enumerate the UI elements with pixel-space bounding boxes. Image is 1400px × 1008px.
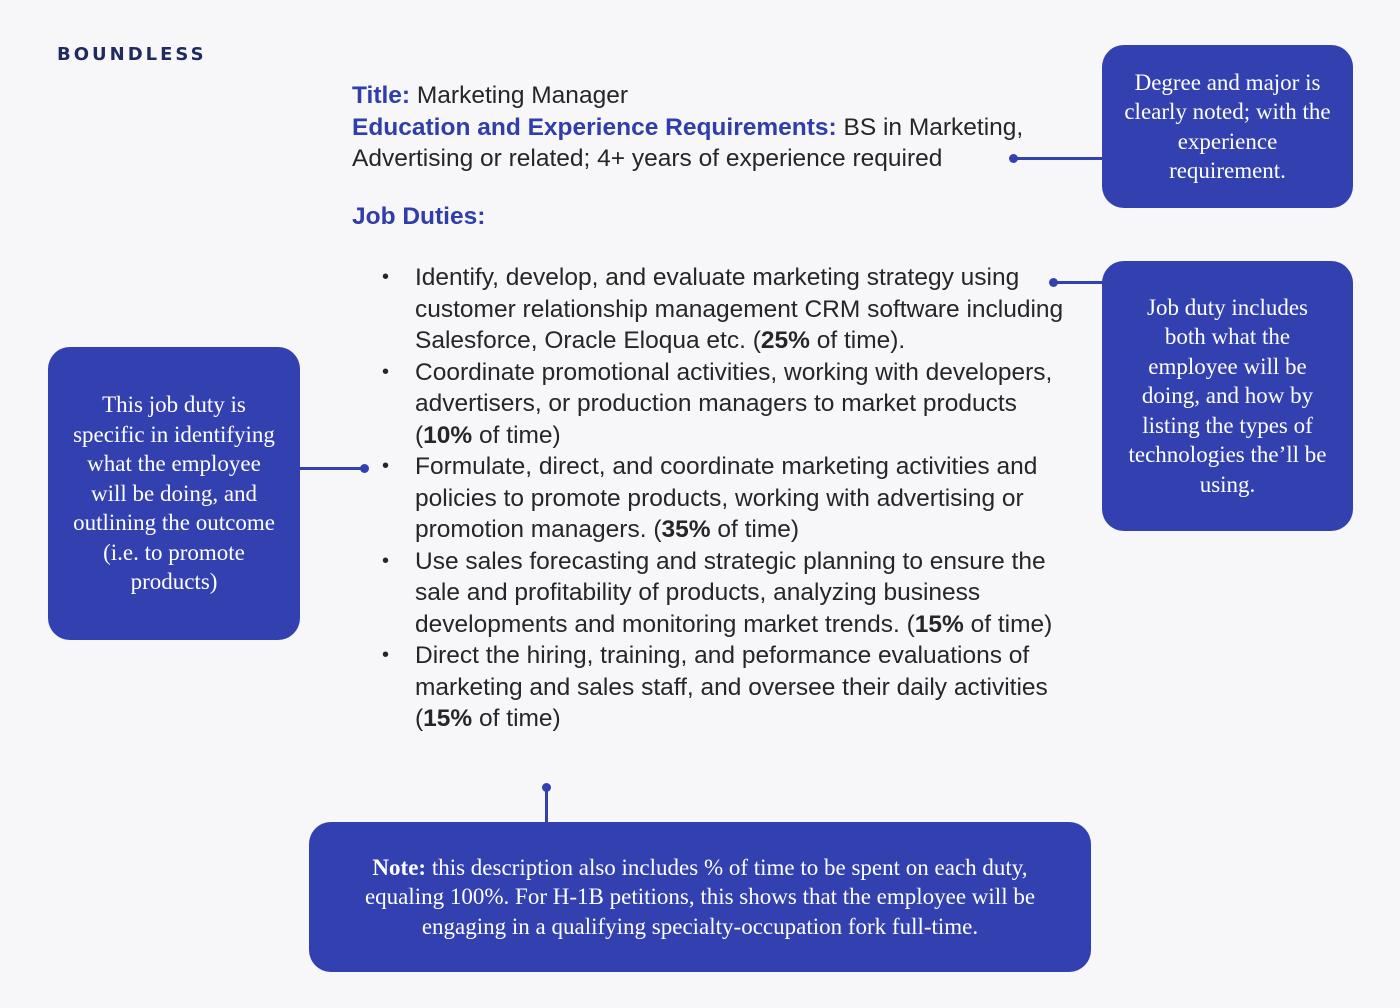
- connector-degree-line: [1016, 157, 1103, 160]
- callout-degree-text: Degree and major is clearly noted; with the experience requirement.: [1124, 69, 1331, 183]
- connector-footer-dot: [542, 783, 551, 792]
- duty-item: • Use sales forecasting and strategic planning to ensure the sale and profitability of products, analyzing business developments and monitoring market trends. (15% of time): [382, 547, 1053, 638]
- callout-specific-duty-text: This job duty is specific in identifying what the employee will be doing, and outlining the outcome (i.e. to promote products): [73, 392, 275, 595]
- title-line: [352, 80, 1072, 112]
- duty-item: • Coordinate promotional activities, working with developers, advertisers, or production managers to market products (10% of time): [382, 358, 1053, 449]
- callout-technologies-text: Job duty includes both what the employee will be doing, and how by listing the types of technologies the’ll be using.: [1128, 294, 1327, 497]
- callout-footer-note: [309, 822, 1091, 972]
- education-line: [352, 112, 1072, 175]
- duty-item: • Formulate, direct, and coordinate marketing activities and policies to promote products, working with advertising or promotion managers. (35% of time): [382, 453, 1038, 543]
- callout-degree: [1102, 45, 1353, 208]
- duty-percent: 25%: [760, 327, 810, 354]
- connector-degree-dot: [1009, 154, 1018, 163]
- footer-note-label: Note:: [372, 854, 427, 880]
- bullet-icon: •: [382, 360, 390, 383]
- connector-tech-dot: [1049, 278, 1058, 287]
- connector-specific-dot: [360, 464, 369, 473]
- title-value: Marketing Manager: [410, 82, 628, 109]
- duty-percent: 15%: [423, 705, 473, 732]
- duty-percent: 10%: [423, 421, 473, 449]
- callout-footer-text: [339, 853, 1061, 942]
- footer-note-body: this description also includes % of time to be spent on each duty, equaling 100%. For H-1B petitions, this shows that the employee will be engaging in a qualifying specialty-occupation fork full-time.: [364, 854, 1036, 939]
- education-value: BS in Marketing, Advertising or related; 4+ years of experience required: [352, 113, 1024, 172]
- connector-specific-line: [299, 467, 365, 470]
- duty-percent: 15%: [914, 610, 964, 638]
- bullet-icon: •: [382, 549, 390, 572]
- duty-item: • Identify, develop, and evaluate marketing strategy using customer relationship management CRM software including Salesforce, Oracle Eloqua etc. (25% of time).: [382, 264, 1064, 354]
- bullet-icon: •: [382, 644, 390, 666]
- bullet-icon: •: [382, 455, 390, 477]
- title-label: Title:: [352, 82, 411, 109]
- callout-technologies: [1102, 261, 1353, 531]
- job-description: [352, 80, 1072, 735]
- job-duties-list: [352, 262, 1072, 735]
- duty-percent: 35%: [661, 516, 711, 543]
- callout-specific-duty: [48, 347, 300, 640]
- connector-footer-line: [545, 788, 548, 823]
- job-duties-heading: Job Duties:: [352, 202, 486, 230]
- brand-logo: BOUNDLESS: [57, 44, 207, 65]
- connector-tech-line: [1056, 281, 1103, 284]
- bullet-icon: •: [382, 266, 390, 288]
- duty-item: • Direct the hiring, training, and peformance evaluations of marketing and sales staff, and oversee their daily activities (15% of time): [382, 642, 1048, 732]
- education-label: Education and Experience Requirements:: [352, 113, 837, 141]
